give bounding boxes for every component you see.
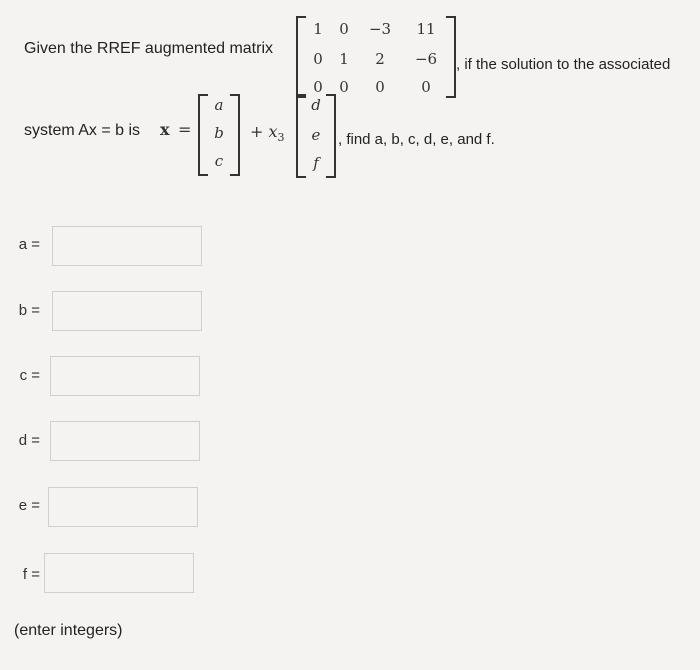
question-system-text: system Ax = b is [24, 122, 141, 139]
label-c: c = [19, 367, 40, 384]
answer-f-input[interactable] [44, 553, 194, 593]
vector-entry: e [311, 126, 321, 144]
answer-a-input[interactable] [52, 226, 202, 266]
right-bracket [446, 16, 456, 98]
matrix-cell: 1 [313, 20, 323, 38]
question-trailing: , if the solution to the associated [456, 56, 671, 73]
question-find: , find a, b, c, d, e, and f. [338, 131, 495, 148]
vector-def [296, 92, 336, 178]
plus-x: + x [250, 122, 278, 141]
matrix-cell: 1 [339, 50, 349, 68]
answer-e-input[interactable] [48, 487, 198, 527]
answer-d-input[interactable] [50, 421, 200, 461]
plus-x3 [250, 122, 285, 144]
equals-sign: = [178, 120, 192, 139]
vector-abc [198, 92, 240, 176]
vector-entry: a [214, 96, 224, 114]
matrix-cell: 0 [313, 78, 323, 96]
matrix-cell: 0 [313, 50, 323, 68]
matrix-cell: 0 [421, 78, 431, 96]
rref-matrix [296, 14, 456, 98]
answer-b-input[interactable] [52, 291, 202, 331]
matrix-cell: −6 [414, 50, 438, 68]
subscript-3: 3 [277, 131, 285, 145]
label-d: d = [18, 432, 40, 449]
matrix-cell: 2 [375, 50, 385, 68]
bold-x: x [160, 120, 170, 139]
label-e: e = [18, 497, 40, 514]
enter-integers-note: (enter integers) [14, 622, 123, 639]
matrix-cell: 0 [339, 20, 349, 38]
answer-c-input[interactable] [50, 356, 200, 396]
vector-entry: b [214, 124, 224, 142]
question-intro: Given the RREF augmented matrix [24, 40, 273, 57]
matrix-cell: 11 [416, 20, 436, 38]
label-b: b = [18, 302, 40, 319]
matrix-cell: 0 [375, 78, 385, 96]
vector-entry: d [311, 96, 321, 114]
vector-entry: f [313, 154, 319, 172]
matrix-cell: 0 [339, 78, 349, 96]
label-f: f = [22, 566, 40, 583]
label-a: a = [18, 236, 40, 253]
vector-entry: c [214, 152, 224, 170]
matrix-cell: −3 [368, 20, 392, 38]
